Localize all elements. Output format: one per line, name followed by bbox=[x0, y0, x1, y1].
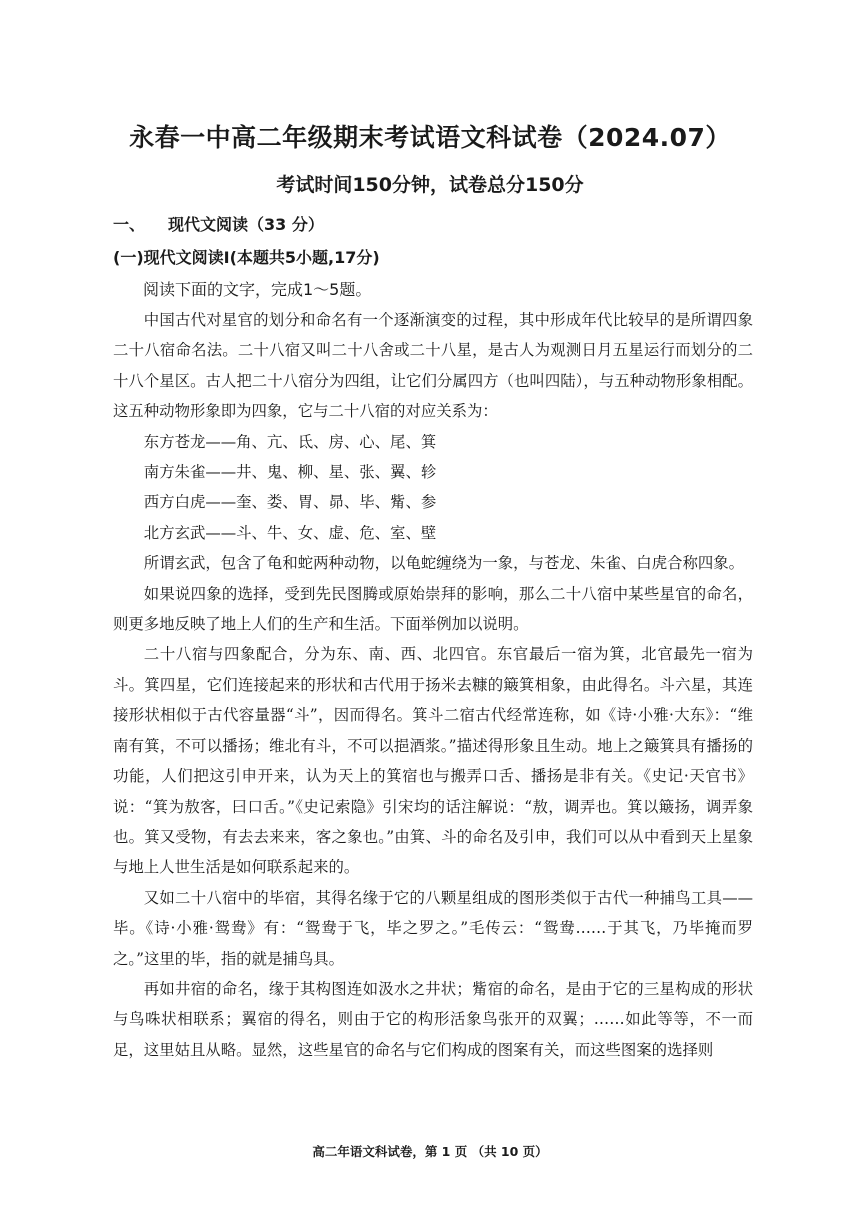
passage-paragraph: 中国古代对星官的划分和命名有一个逐渐演变的过程，其中形成年代比较早的是所谓四象二十八宿命名法。二十八宿又叫二十八舍或二十八星，是古人为观测日月五星运行而划分的二十八个星区。古人把二十八宿分为四组，让它们分属四方（也叫四陆），与五种动物形象相配。这五种动物形象即为四象，它与二十八宿的对应关系为： bbox=[113, 311, 753, 421]
subsection-heading: (一)现代文阅读Ⅰ(本题共5小题,17分) bbox=[113, 248, 380, 267]
passage-paragraph: 再如井宿的命名，缘于其构图连如汲水之井状；觜宿的命名，是由于它的三星构成的形状与鸟咮状相联系；翼宿的得名，则由于它的构形活象鸟张开的双翼；……如此等等，不一而足，这里姑且从略。显然，这些星官的命名与它们构成的图案有关，而这些图案的选择则 bbox=[113, 979, 753, 1059]
reading-passage bbox=[113, 305, 753, 1065]
passage-paragraph: 又如二十八宿中的毕宿，其得名缘于它的八颗星组成的图形类似于古代一种捕鸟工具——毕。《诗·小雅·鸳鸯》有：“鸳鸯于飞，毕之罗之。”毛传云：“鸳鸯……于其飞，乃毕掩而罗之。”这里的毕，指的就是捕鸟具。 bbox=[113, 888, 753, 968]
exam-subtitle: 考试时间150分钟，试卷总分150分 bbox=[276, 174, 584, 196]
section-title: 现代文阅读（33 分） bbox=[168, 215, 324, 234]
exam-title: 永春一中高二年级期末考试语文科试卷（2024.07） bbox=[129, 123, 731, 152]
mansion-list-item: 南方朱雀——井、鬼、柳、星、张、翼、轸 bbox=[143, 463, 437, 482]
section-number: 一、 bbox=[113, 215, 146, 234]
mansion-list-item: 北方玄武——斗、牛、女、虚、危、室、壁 bbox=[143, 523, 437, 542]
mansion-list-item: 东方苍龙——角、亢、氐、房、心、尾、箕 bbox=[143, 432, 437, 451]
reading-instruction: 阅读下面的文字，完成1～5题。 bbox=[143, 280, 372, 299]
page-footer: 高二年语文科试卷，第 1 页 （共 10 页） bbox=[312, 1144, 548, 1159]
passage-paragraph: 二十八宿与四象配合，分为东、南、西、北四官。东官最后一宿为箕，北官最先一宿为斗。箕四星，它们连接起来的形状和古代用于扬米去糠的簸箕相象，由此得名。斗六星，其连接形状相似于古代容量器“斗”，因而得名。箕斗二宿古代经常连称，如《诗·小雅·大东》：“维南有箕，不可以播扬；维北有斗，不可以挹酒浆。”描述得形象且生动。地上之簸箕具有播扬的功能，人们把这引申开来，认为天上的箕宿也与搬弄口舌、播扬是非有关。《史记·天官书》说：“箕为敖客，曰口舌。”《史记索隐》引宋均的话注解说：“敖，调弄也。箕以簸扬，调弄象也。箕又受物，有去去来来，客之象也。”由箕、斗的命名及引申，我们可以从中看到天上星象与地上人世生活是如何联系起来的。 bbox=[113, 645, 753, 877]
passage-paragraph: 如果说四象的选择，受到先民图腾或原始崇拜的影响，那么二十八宿中某些星官的命名，则更多地反映了地上人们的生产和生活。下面举例加以说明。 bbox=[113, 584, 753, 634]
section-heading bbox=[113, 212, 324, 235]
mansion-list-item: 西方白虎——奎、娄、胃、昴、毕、觜、参 bbox=[143, 493, 437, 512]
passage-paragraph: 所谓玄武，包含了龟和蛇两种动物，以龟蛇缠绕为一象，与苍龙、朱雀、白虎合称四象。 bbox=[143, 554, 745, 573]
